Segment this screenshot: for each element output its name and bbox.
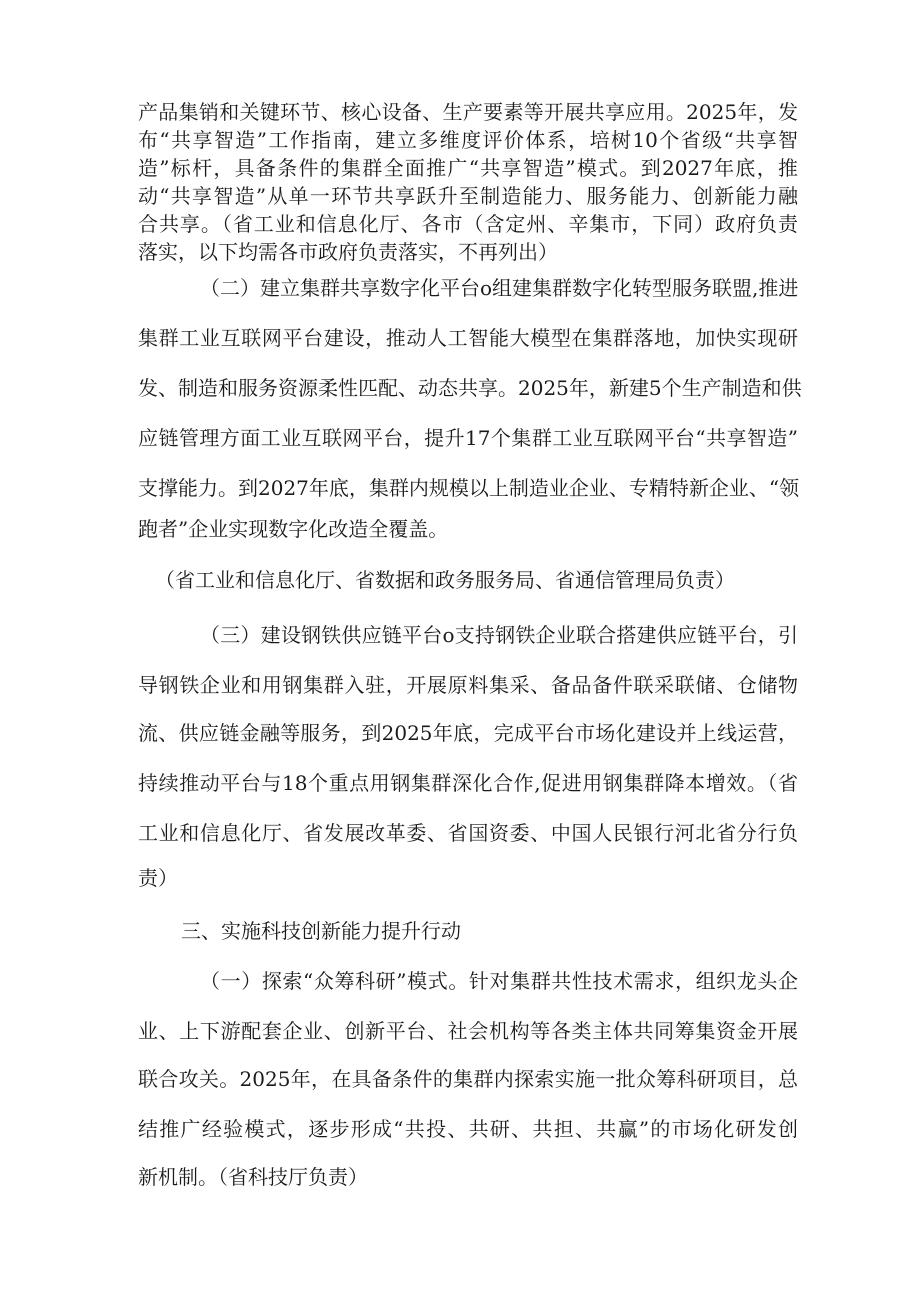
paragraph-line: 合共享。（省工业和信息化厅、各市（含定州、辛集市，下同）政府负责	[138, 212, 798, 236]
paragraph-line: 落实，以下均需各市政府负责落实，不再列出）	[138, 240, 558, 264]
paragraph-line: 业、上下游配套企业、创新平台、社会机构等各类主体共同筹集资金开展	[138, 1019, 798, 1043]
paragraph-line: 支撑能力。到2027年底，集群内规模以上制造业企业、专精特新企业、“领	[138, 476, 800, 500]
paragraph-line: 动“共享智造”从单一环节共享跃升至制造能力、服务能力、创新能力融	[138, 184, 798, 208]
paragraph-line: 责）	[138, 866, 178, 890]
paragraph-line: 联合攻关。2025年，在具备条件的集群内探索实施一批众筹科研项目，总	[138, 1067, 798, 1091]
paragraph-line: 产品集销和关键环节、核心设备、生产要素等开展共享应用。2025年，发	[138, 100, 798, 124]
paragraph-line: 结推广经验模式，逐步形成“共投、共研、共担、共赢”的市场化研发创	[138, 1117, 798, 1141]
section-heading: 三、实施科技创新能力提升行动	[181, 919, 461, 943]
paragraph-line: （二）建立集群共享数字化平台o组建集群数字化转型服务联盟,推进	[200, 276, 799, 300]
paragraph-line: （一）探索“众筹科研”模式。针对集群共性技术需求，组织龙头企	[200, 969, 798, 993]
paragraph-line: 布“共享智造”工作指南，建立多维度评价体系，培树10个省级“共享智	[138, 128, 798, 152]
paragraph-line: （三）建设钢铁供应链平台o支持钢铁企业联合搭建供应链平台，引	[200, 623, 798, 647]
paragraph-line: （省工业和信息化厅、省数据和政务服务局、省通信管理局负责）	[155, 568, 735, 592]
paragraph-line: 发、制造和服务资源柔性匹配、动态共享。2025年，新建5个生产制造和供	[138, 376, 802, 400]
paragraph-line: 应链管理方面工业互联网平台，提升17个集群工业互联网平台“共享智造”	[138, 426, 798, 450]
paragraph-line: 集群工业互联网平台建设，推动人工智能大模型在集群落地，加快实现研	[138, 326, 798, 350]
paragraph-line: 流、供应链金融等服务，到2025年底，完成平台市场化建设并上线运营，	[138, 721, 798, 745]
paragraph-line: 造”标杆，具备条件的集群全面推广“共享智造”模式。到2027年底，推	[138, 156, 798, 180]
paragraph-line: 跑者”企业实现数字化改造全覆盖。	[138, 517, 449, 541]
paragraph-line: 工业和信息化厅、省发展改革委、省国资委、中国人民银行河北省分行负	[138, 821, 798, 845]
paragraph-line: 新机制。（省科技厅负责）	[138, 1165, 368, 1189]
paragraph-line: 导钢铁企业和用钢集群入驻，开展原料集采、备品备件联采联储、仓储物	[138, 673, 798, 697]
paragraph-line: 持续推动平台与18个重点用钢集群深化合作,促进用钢集群降本增效。（省	[138, 771, 798, 795]
